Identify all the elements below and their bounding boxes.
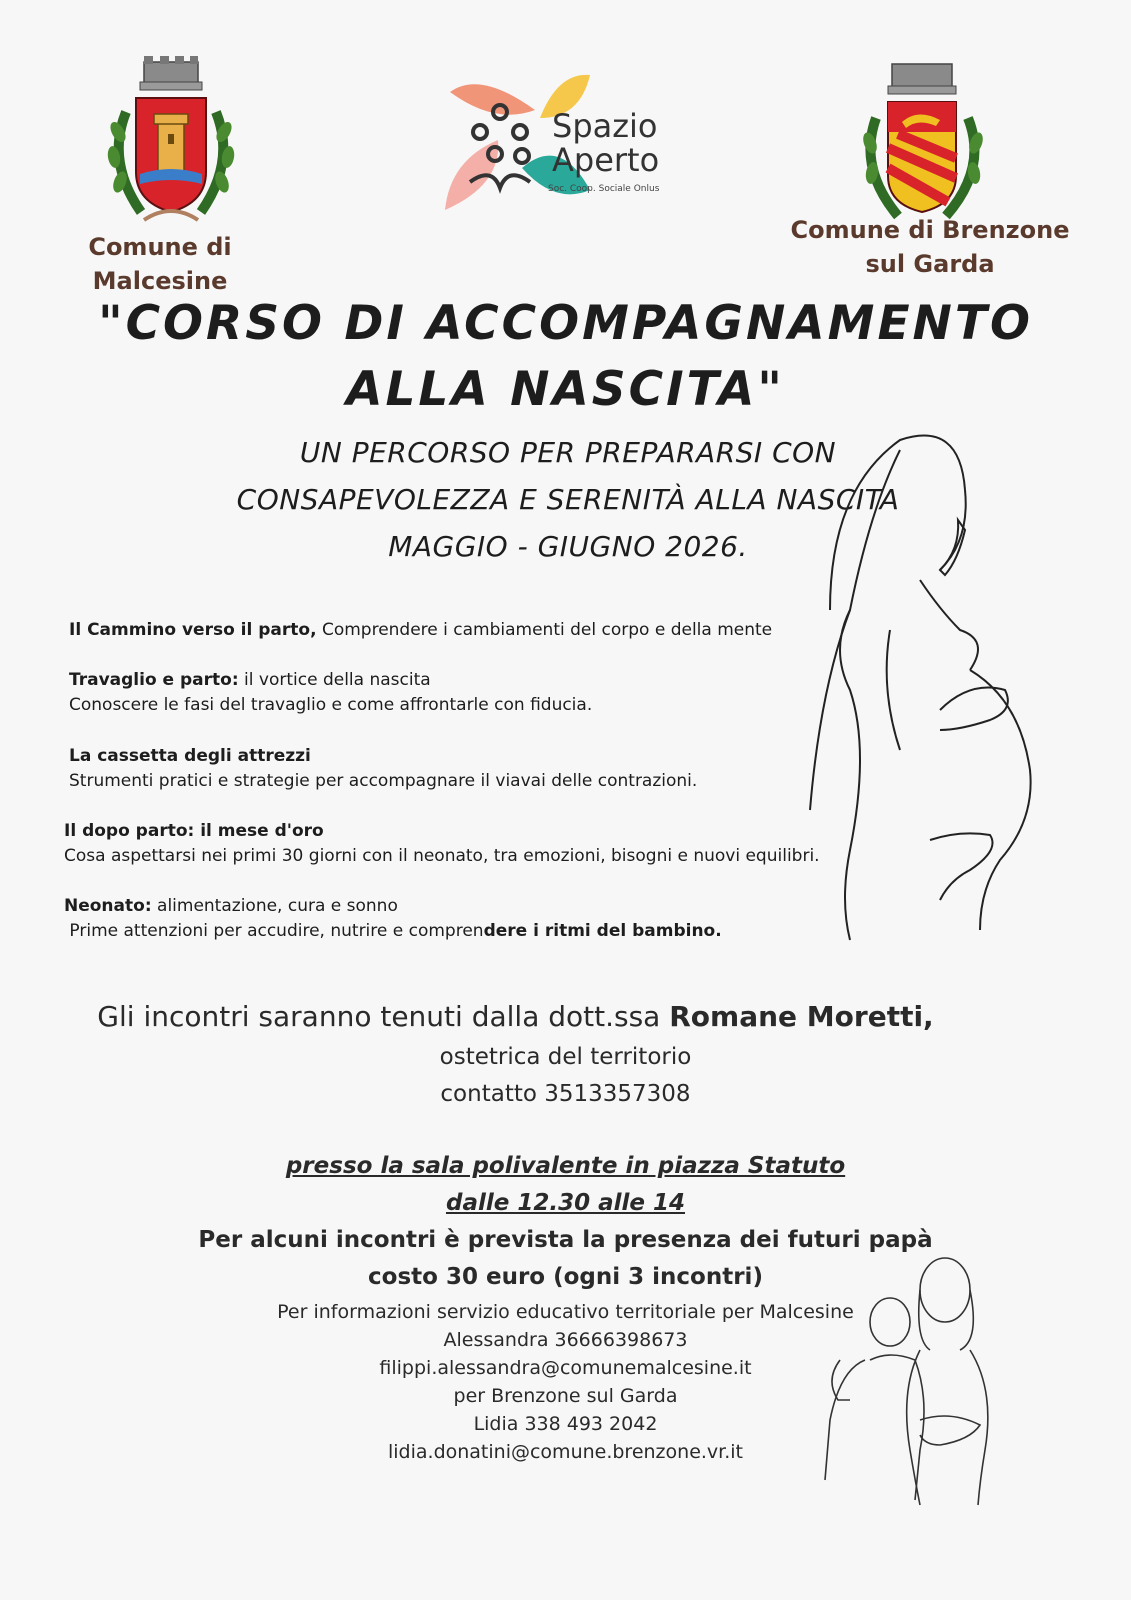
info-line-5: Lidia 338 493 2042 <box>473 1413 658 1435</box>
venue-time: dalle 12.30 alle 14 <box>445 1190 686 1216</box>
topic-5-text: alimentazione, cura e sonno <box>151 896 398 916</box>
speaker-contact: contatto 3513357308 <box>440 1081 691 1107</box>
subtitle-line1: UN PERCORSO PER PREPARARSI CON <box>299 436 837 469</box>
fathers-note: Per alcuni incontri è prevista la presenza dei futuri papà <box>198 1227 933 1253</box>
pregnant-woman-illustration <box>790 430 1060 950</box>
info-email-brenzone[interactable]: lidia.donatini@comune.brenzone.vr.it <box>387 1441 744 1463</box>
topic-3 <box>69 744 829 794</box>
speaker-name: Romane Moretti, <box>669 1000 934 1033</box>
page-title-line2: ALLA NASCITA" <box>346 362 785 417</box>
topic-1-heading: Il Cammino verso il parto, <box>69 620 317 640</box>
info-line-2: Alessandra 36666398673 <box>443 1329 688 1351</box>
malcesine-name: Comune di Malcesine <box>88 233 232 295</box>
page-title-line1: "CORSO DI ACCOMPAGNAMENTO <box>98 296 1033 351</box>
topic-5 <box>64 894 824 944</box>
logo-name-line2: Aperto <box>552 141 660 179</box>
info-line-4: per Brenzone sul Garda <box>453 1385 678 1407</box>
logo-name-line1: Spazio <box>552 107 658 145</box>
brenzone-name-line1: Comune di Brenzone <box>790 216 1070 244</box>
topic-5-detail: Prime attenzioni per accudire, nutrire e compren <box>69 921 484 941</box>
topic-1 <box>69 618 829 643</box>
cost-note: costo 30 euro (ogni 3 incontri) <box>368 1264 763 1290</box>
topic-5-detail-bold: dere i ritmi del bambino. <box>483 921 722 941</box>
topic-4-detail: Cosa aspettarsi nei primi 30 giorni con il neonato, tra emozioni, bisogni e nuovi equilibri. <box>64 846 820 866</box>
info-email-malcesine[interactable]: filippi.alessandra@comunemalcesine.it <box>379 1357 752 1379</box>
speaker-role: ostetrica del territorio <box>439 1044 692 1070</box>
malcesine-crest <box>96 52 246 232</box>
topic-2 <box>69 668 829 718</box>
venue-place: presso la sala polivalente in piazza Statuto <box>285 1153 846 1179</box>
info-line-1: Per informazioni servizio educativo territoriale per Malcesine <box>277 1301 854 1323</box>
topic-3-heading: La cassetta degli attrezzi <box>69 746 311 766</box>
topic-1-text: Comprendere i cambiamenti del corpo e della mente <box>316 620 773 640</box>
topic-2-heading: Travaglio e parto: <box>69 670 239 690</box>
spazio-aperto-logo <box>440 70 690 220</box>
topic-2-text: il vortice della nascita <box>238 670 431 690</box>
topic-4 <box>64 819 854 869</box>
logo-tagline: Soc. Coop. Sociale Onlus <box>548 184 660 194</box>
subtitle-line2: CONSAPEVOLEZZA E SERENITÀ ALLA NASCITA <box>236 483 900 516</box>
speaker-line <box>0 1000 1081 1033</box>
subtitle-line3: MAGGIO - GIUGNO 2026. <box>388 530 748 563</box>
topic-3-detail: Strumenti pratici e strategie per accompagnare il viavai delle contrazioni. <box>69 771 698 791</box>
brenzone-crest <box>858 58 1008 228</box>
topic-2-detail: Conoscere le fasi del travaglio e come affrontarle con fiducia. <box>69 695 593 715</box>
speaker-intro: Gli incontri saranno tenuti dalla dott.ssa <box>97 1000 670 1033</box>
topic-4-heading: Il dopo parto: il mese d'oro <box>64 821 324 841</box>
brenzone-name-line2: sul Garda <box>865 250 995 278</box>
topic-5-heading: Neonato: <box>64 896 152 916</box>
